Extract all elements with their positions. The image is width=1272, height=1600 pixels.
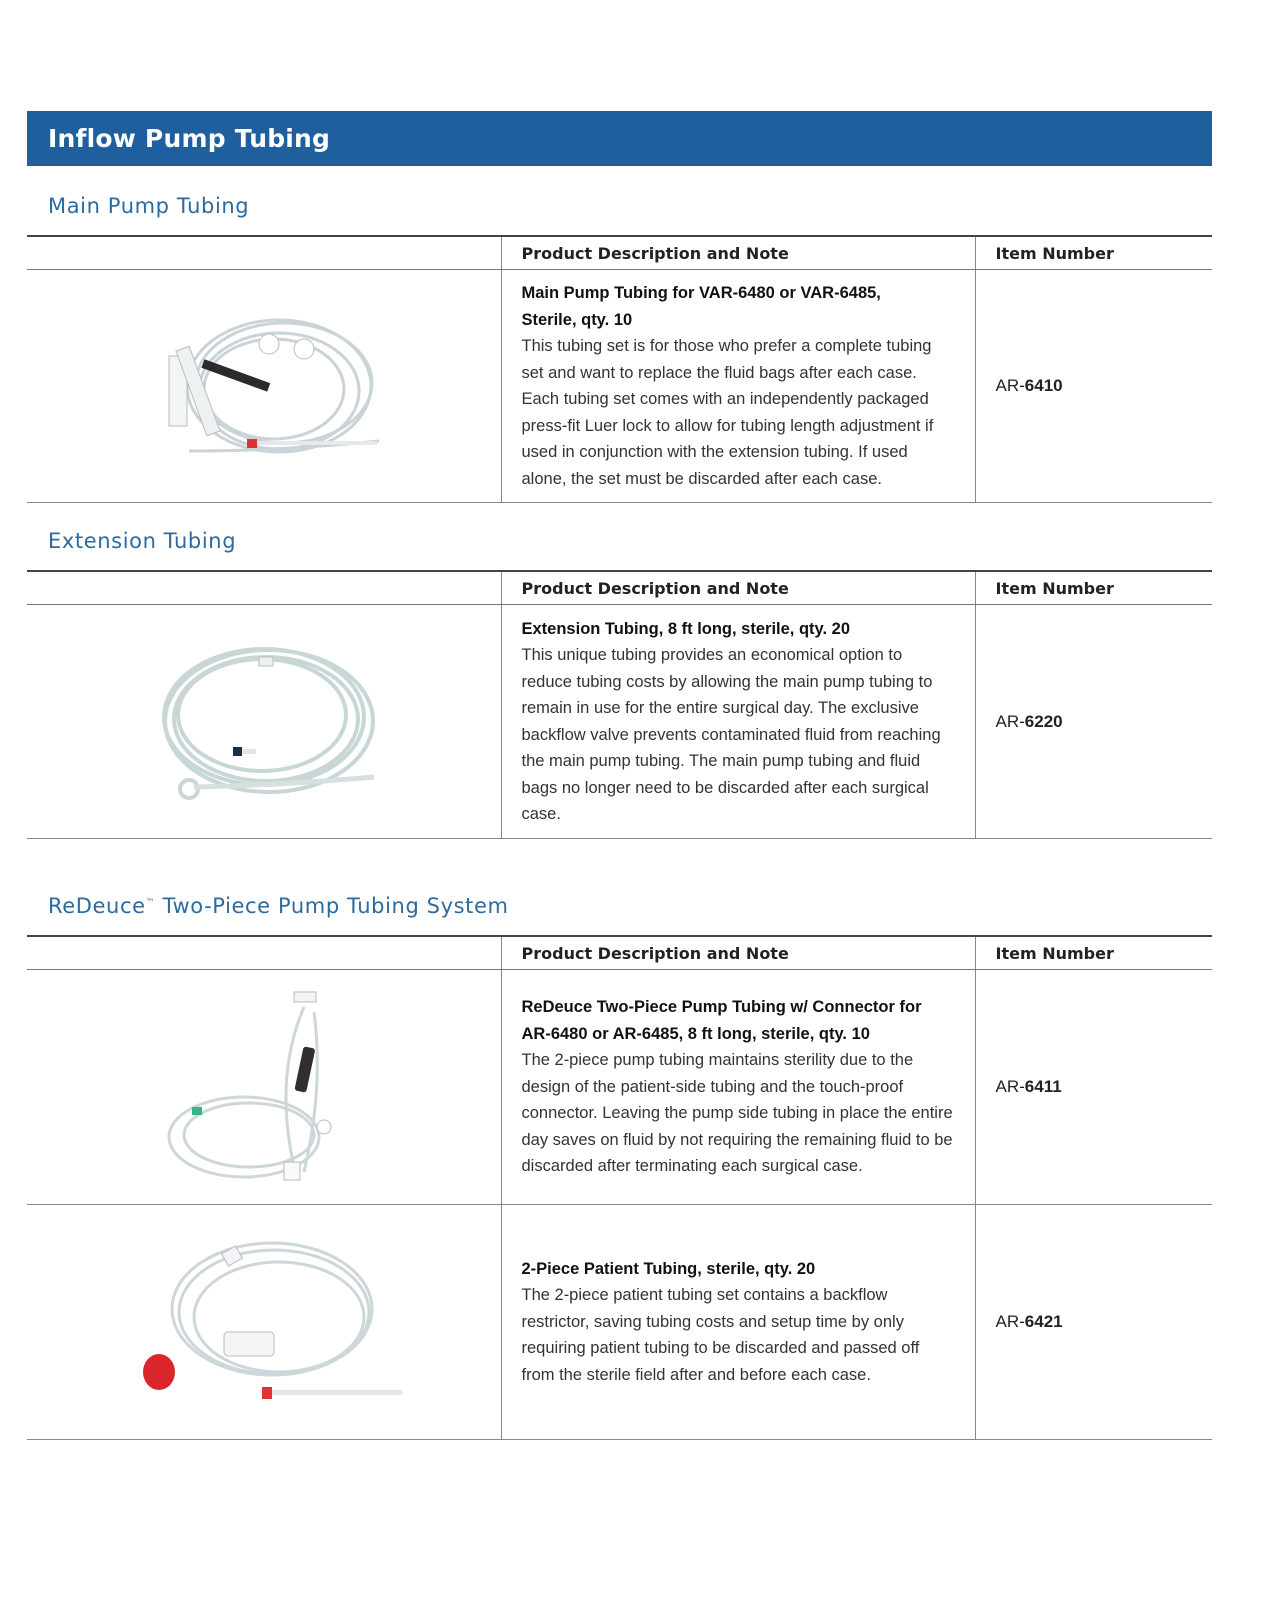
table-row — [27, 1205, 1212, 1440]
product-image-cell — [27, 970, 501, 1205]
item-prefix: AR- — [995, 711, 1025, 731]
product-description: This tubing set is for those who prefer a complete tubing set and want to replace the fluid bags after each case. Each tubing set comes with an independently packaged press-fit Luer lock to allow for tubing length adjustment if used in conjunction with the extension tubing. If used alone, the set must be discarded after each case. — [521, 337, 934, 488]
main-pump-tubing-table — [27, 235, 1212, 503]
redeuce-tubing-table — [27, 935, 1212, 1440]
description-column-header: Product Description and Note — [501, 936, 975, 970]
product-title: Extension Tubing, 8 ft long, sterile, qty. 20 — [521, 619, 851, 638]
description-column-header: Product Description and Note — [501, 571, 975, 605]
product-description: This unique tubing provides an economical option to reduce tubing costs by allowing the main pump tubing to remain in use for the entire surgical day. The exclusive backflow valve prevents contaminated fluid from reaching the main pump tubing. The main pump tubing and fluid bags no longer need to be discarded after each surgical case. — [521, 646, 941, 823]
redeuce-pump-tubing-photo — [154, 987, 374, 1187]
product-image-cell — [27, 270, 501, 503]
main-pump-tubing-photo — [129, 301, 399, 471]
product-description-cell — [501, 970, 975, 1205]
product-image-cell — [27, 1205, 501, 1440]
section-title-text: Main Pump Tubing — [48, 194, 250, 218]
item-number: 6410 — [1024, 376, 1063, 395]
product-description-cell — [501, 270, 975, 503]
product-description: The 2-piece patient tubing set contains a backflow restrictor, saving tubing costs and setup time by only requiring patient tubing to be discarded and passed off from the sterile field after and before each case. — [521, 1286, 920, 1384]
product-title: Main Pump Tubing for VAR-6480 or VAR-6485, — [521, 284, 881, 302]
table-row — [27, 970, 1212, 1205]
image-column-header — [27, 236, 501, 270]
extension-tubing-photo — [134, 637, 394, 807]
description-column-header: Product Description and Note — [501, 236, 975, 270]
image-column-header — [27, 936, 501, 970]
product-title: ReDeuce Two-Piece Pump Tubing w/ Connector for — [521, 998, 922, 1017]
section-title-main-pump-tubing — [48, 194, 249, 218]
table-row — [27, 605, 1212, 839]
product-description-cell — [501, 1205, 975, 1440]
item-number-cell — [975, 1205, 1212, 1440]
item-number-cell — [975, 970, 1212, 1205]
patient-tubing-photo — [124, 1237, 404, 1407]
banner-title: Inflow Pump Tubing — [48, 124, 331, 153]
item-prefix: AR- — [995, 1077, 1025, 1096]
item-number-column-header: Item Number — [975, 571, 1212, 605]
item-number-column-header: Item Number — [975, 936, 1212, 970]
section-banner — [27, 111, 1212, 166]
item-prefix: AR- — [995, 1312, 1025, 1331]
section-title-text: Extension Tubing — [48, 529, 237, 553]
product-description: The 2-piece pump tubing maintains sterility due to the design of the patient-side tubing and the touch-proof connector. Leaving the pump side tubing in place the entire day saves on fluid by not requiring the remaining fluid to be discarded after terminating each surgical case. — [521, 1051, 953, 1176]
table-header-row — [27, 571, 1212, 605]
table-row — [27, 270, 1212, 503]
section-title-extension-tubing — [48, 529, 236, 553]
item-number: 6411 — [1024, 1077, 1062, 1096]
item-number-cell — [975, 270, 1212, 503]
table-header-row — [27, 936, 1212, 970]
product-title: AR-6480 or AR-6485, 8 ft long, sterile, qty. 10 — [521, 1024, 870, 1043]
product-image-cell — [27, 605, 501, 839]
extension-tubing-table — [27, 570, 1212, 839]
item-number-cell — [975, 605, 1212, 839]
item-number: 6220 — [1024, 711, 1063, 731]
product-title: Sterile, qty. 10 — [521, 310, 633, 329]
table-header-row — [27, 236, 1212, 270]
product-description-cell — [501, 605, 975, 839]
section-title-text: ReDeuce — [48, 894, 146, 918]
item-number-column-header: Item Number — [975, 236, 1212, 270]
item-prefix: AR- — [995, 376, 1025, 395]
trademark-symbol: ™ — [145, 898, 156, 908]
item-number: 6421 — [1024, 1312, 1063, 1331]
section-title-redeuce — [48, 894, 509, 918]
product-title: 2-Piece Patient Tubing, sterile, qty. 20 — [521, 1259, 816, 1278]
section-title-rest: Two-Piece Pump Tubing System — [155, 894, 509, 918]
image-column-header — [27, 571, 501, 605]
